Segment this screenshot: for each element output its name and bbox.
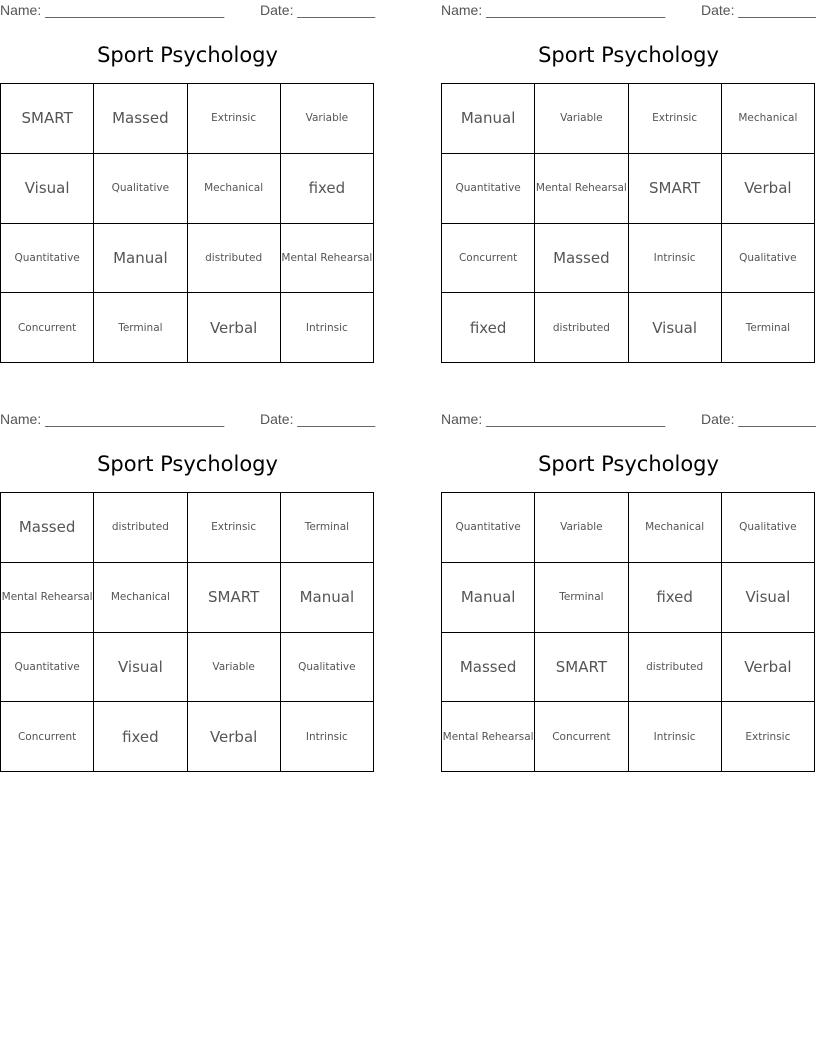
bingo-cell: fixed xyxy=(442,293,535,363)
bingo-cell: Qualitative xyxy=(722,224,815,294)
bingo-cell: Manual xyxy=(281,563,374,633)
bingo-cell: Variable xyxy=(535,493,628,563)
bingo-cell: Concurrent xyxy=(442,224,535,294)
bingo-cell: fixed xyxy=(629,563,722,633)
bingo-cell: Quantitative xyxy=(1,224,94,294)
bingo-cell: Qualitative xyxy=(94,154,187,224)
bingo-cell: fixed xyxy=(94,702,187,772)
bingo-cell: Manual xyxy=(94,224,187,294)
bingo-card xyxy=(0,0,375,365)
bingo-cell: Quantitative xyxy=(442,493,535,563)
bingo-cell: Terminal xyxy=(281,493,374,563)
bingo-cell: Concurrent xyxy=(1,702,94,772)
bingo-card xyxy=(441,409,816,774)
bingo-cell: Visual xyxy=(722,563,815,633)
bingo-cell: Mental Rehearsal xyxy=(442,702,535,772)
bingo-cell: Mental Rehearsal xyxy=(281,224,374,294)
bingo-cell: Manual xyxy=(442,84,535,154)
bingo-cell: Massed xyxy=(1,493,94,563)
bingo-cell: Verbal xyxy=(722,154,815,224)
bingo-cell: Qualitative xyxy=(722,493,815,563)
bingo-cell: Quantitative xyxy=(1,633,94,703)
bingo-cell: Terminal xyxy=(94,293,187,363)
date-field-label: Date: __________ xyxy=(260,411,376,427)
card-title: Sport Psychology xyxy=(538,43,719,67)
bingo-cell: SMART xyxy=(188,563,281,633)
bingo-cell: distributed xyxy=(629,633,722,703)
bingo-grid xyxy=(0,83,374,363)
card-title: Sport Psychology xyxy=(538,452,719,476)
bingo-cell: SMART xyxy=(535,633,628,703)
bingo-cell: Verbal xyxy=(188,702,281,772)
bingo-cell: fixed xyxy=(281,154,374,224)
bingo-cell: Extrinsic xyxy=(722,702,815,772)
bingo-cell: Massed xyxy=(94,84,187,154)
name-field-label: Name: _______________________ xyxy=(0,411,225,427)
name-field-label: Name: _______________________ xyxy=(0,2,225,18)
bingo-cell: Mechanical xyxy=(629,493,722,563)
bingo-grid xyxy=(0,492,374,772)
bingo-cell: Intrinsic xyxy=(281,293,374,363)
bingo-cell: distributed xyxy=(188,224,281,294)
bingo-cell: SMART xyxy=(1,84,94,154)
card-title: Sport Psychology xyxy=(97,452,278,476)
bingo-cell: Massed xyxy=(442,633,535,703)
bingo-cell: Manual xyxy=(442,563,535,633)
bingo-cell: Mechanical xyxy=(722,84,815,154)
card-title: Sport Psychology xyxy=(97,43,278,67)
bingo-cell: Concurrent xyxy=(1,293,94,363)
bingo-grid xyxy=(441,492,815,772)
bingo-cell: Terminal xyxy=(722,293,815,363)
name-field-label: Name: _______________________ xyxy=(441,2,666,18)
bingo-card xyxy=(441,0,816,365)
bingo-cell: Extrinsic xyxy=(188,493,281,563)
bingo-cell: distributed xyxy=(94,493,187,563)
bingo-cell: Qualitative xyxy=(281,633,374,703)
bingo-cell: Concurrent xyxy=(535,702,628,772)
bingo-cell: Verbal xyxy=(722,633,815,703)
name-field-label: Name: _______________________ xyxy=(441,411,666,427)
bingo-cell: Intrinsic xyxy=(629,224,722,294)
bingo-cell: Intrinsic xyxy=(629,702,722,772)
bingo-cell: Visual xyxy=(1,154,94,224)
bingo-cell: Mechanical xyxy=(94,563,187,633)
bingo-cell: SMART xyxy=(629,154,722,224)
bingo-cell: Variable xyxy=(535,84,628,154)
bingo-cell: Visual xyxy=(629,293,722,363)
bingo-cell: Verbal xyxy=(188,293,281,363)
bingo-grid xyxy=(441,83,815,363)
bingo-cell: Variable xyxy=(188,633,281,703)
bingo-cell: Intrinsic xyxy=(281,702,374,772)
bingo-cell: Massed xyxy=(535,224,628,294)
bingo-cell: Extrinsic xyxy=(629,84,722,154)
bingo-cell: Mechanical xyxy=(188,154,281,224)
bingo-cell: distributed xyxy=(535,293,628,363)
date-field-label: Date: __________ xyxy=(701,2,816,18)
bingo-cell: Mental Rehearsal xyxy=(1,563,94,633)
bingo-cell: Variable xyxy=(281,84,374,154)
bingo-cell: Extrinsic xyxy=(188,84,281,154)
date-field-label: Date: __________ xyxy=(260,2,376,18)
bingo-cell: Quantitative xyxy=(442,154,535,224)
bingo-cell: Mental Rehearsal xyxy=(535,154,628,224)
bingo-cell: Terminal xyxy=(535,563,628,633)
bingo-card xyxy=(0,409,375,774)
date-field-label: Date: __________ xyxy=(701,411,816,427)
bingo-cell: Visual xyxy=(94,633,187,703)
